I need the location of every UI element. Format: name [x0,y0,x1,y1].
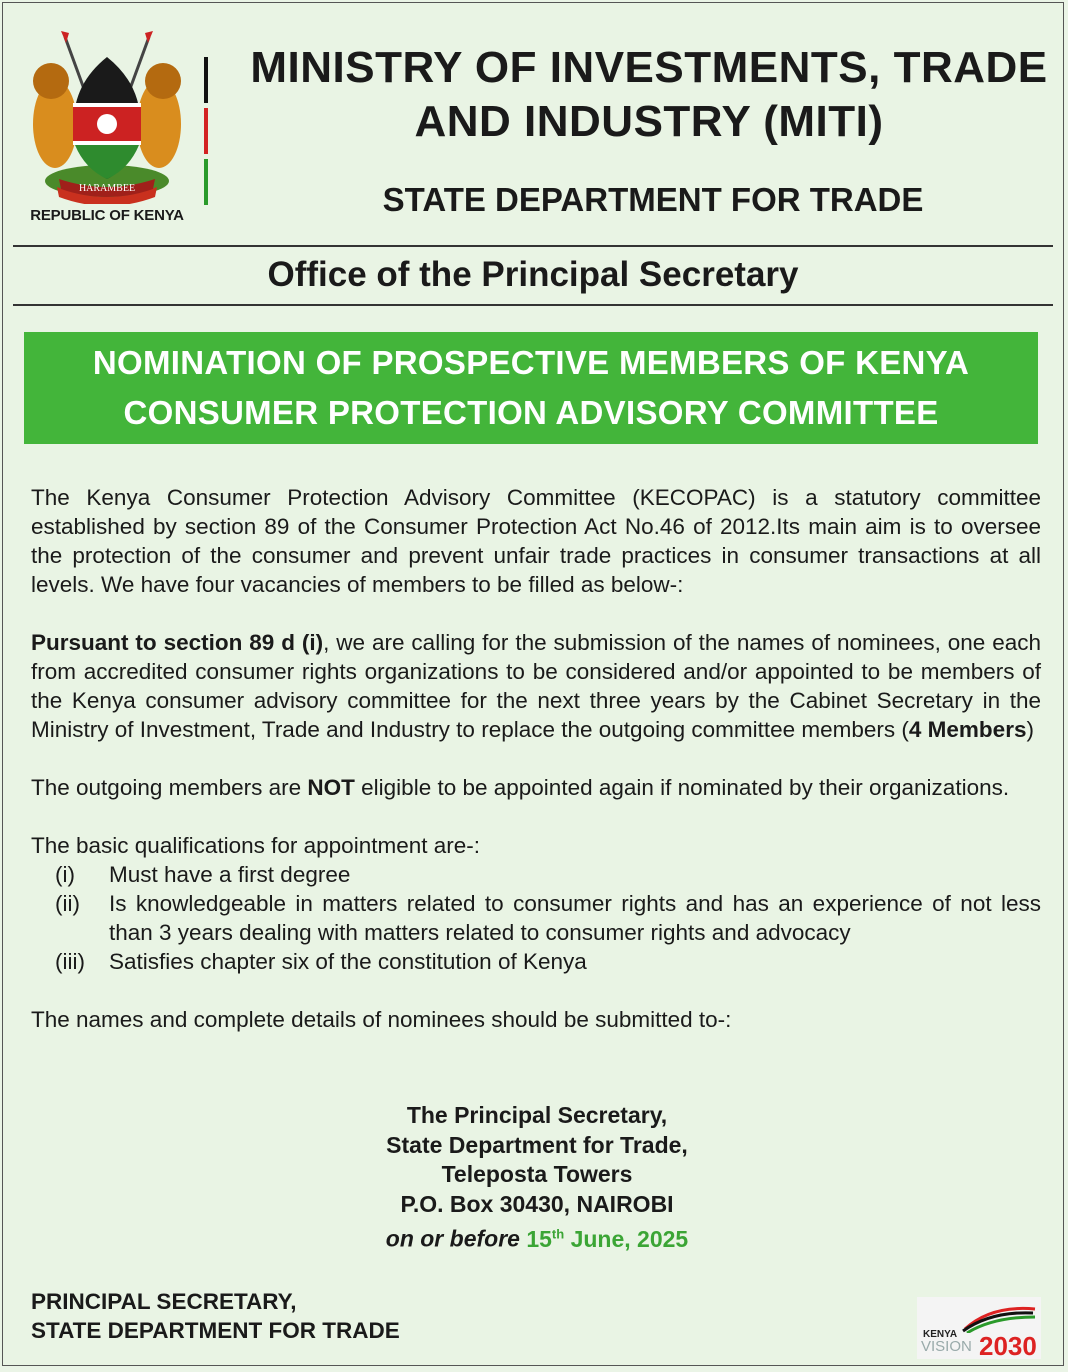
advertisement-page [2,2,1064,1366]
headline-line1: NOMINATION OF PROSPECTIVE MEMBERS OF KENYA [92,344,970,381]
signature-line1: PRINCIPAL SECRETARY, [31,1289,297,1314]
qualifications-intro: The basic qualifications for appointment are-: [31,833,480,858]
members-close: ) [1026,717,1034,742]
signature-block [31,1287,400,1345]
outgoing-paragraph [31,773,1041,802]
address-line2: State Department for Trade, [386,1131,688,1158]
deadline-day-suffix: th [551,1226,565,1241]
deadline [3,1219,1068,1254]
pursuant-paragraph [31,628,1041,744]
vision-swoosh-icon [961,1303,1039,1333]
outgoing-not: NOT [307,775,355,800]
submit-intro: The names and complete details of nominees should be submitted to-: [31,1007,732,1032]
notice-body [31,483,1041,1063]
deadline-date [526,1226,688,1252]
list-item [55,889,1041,947]
list-item-number: (iii) [55,949,85,974]
list-item-number: (i) [55,862,75,887]
address-line1: The Principal Secretary, [406,1102,668,1128]
department-title: STATE DEPARTMENT FOR TRADE [382,181,924,218]
list-item-text: Is knowledgeable in matters related to consumer rights and has an experience of not less than 3 years dealing with matters related to consumer rights and advocacy [109,891,1041,945]
list-item [55,860,1041,889]
address-line4: P.O. Box 30430, NAIROBI [400,1190,674,1217]
intro-paragraph: The Kenya Consumer Protection Advisory Committee (KECOPAC) is a statutory committee established by section 89 of the Consumer Protection Act No.46 of 2012.Its main aim is to oversee the protection of the consumer and prevent unfair trade practices in consumer transactions at all levels. We have four vacancies of members to be filled as below-: [31,485,1041,597]
list-item-number: (ii) [55,891,80,916]
address-line3: Teleposta Towers [441,1161,633,1187]
submission-address [3,1101,1068,1254]
headline-banner [24,332,1038,444]
coat-of-arms-icon [17,29,197,204]
deadline-pre: on or before [385,1225,527,1252]
list-item-text: Must have a first degree [109,862,351,887]
signature-line2: STATE DEPARTMENT FOR TRADE [31,1318,400,1343]
pursuant-text: , we are calling for the submission of the names of nominees, one each from accredited consumer rights organizations to be considered and/or appointed to be members of the Kenya consumer advisory committee for the next three years by the Cabinet Secretary in the Ministry of Investment, Trade and Industry to replace the outgoing committee members ( [31,630,1041,742]
qualifications-list [31,860,1041,976]
office-title: Office of the Principal Secretary [267,255,799,294]
vision-2030-logo [917,1297,1041,1359]
coat-of-arms [17,29,197,229]
header-rule-bottom [13,304,1053,306]
pursuant-section-ref: Pursuant to section 89 d (i) [31,630,324,655]
coat-caption: REPUBLIC OF KENYA [30,207,184,224]
list-item [55,947,1041,976]
deadline-day: 15 [526,1225,552,1252]
vision-kenya-text: KENYA [923,1329,958,1340]
ministry-title [243,41,1055,149]
ministry-title-line2: AND INDUSTRY (MITI) [414,97,884,146]
headline-line2: CONSUMER PROTECTION ADVISORY COMMITTEE [123,394,939,431]
flag-color-bar [204,57,210,205]
deadline-month-year: June, 2025 [564,1225,689,1252]
vision-word: VISION [921,1338,972,1355]
list-item-text: Satisfies chapter six of the constitution of Kenya [109,949,587,974]
members-count: 4 Members [908,717,1027,742]
ministry-title-line1: MINISTRY OF INVESTMENTS, TRADE [250,43,1048,92]
outgoing-pre: The outgoing members are [31,775,308,800]
outgoing-post: eligible to be appointed again if nominated by their organizations. [354,775,1010,800]
header-rule-top [13,245,1053,247]
vision-year: 2030 [979,1331,1037,1361]
coat-motto: HARAMBEE [78,183,136,194]
